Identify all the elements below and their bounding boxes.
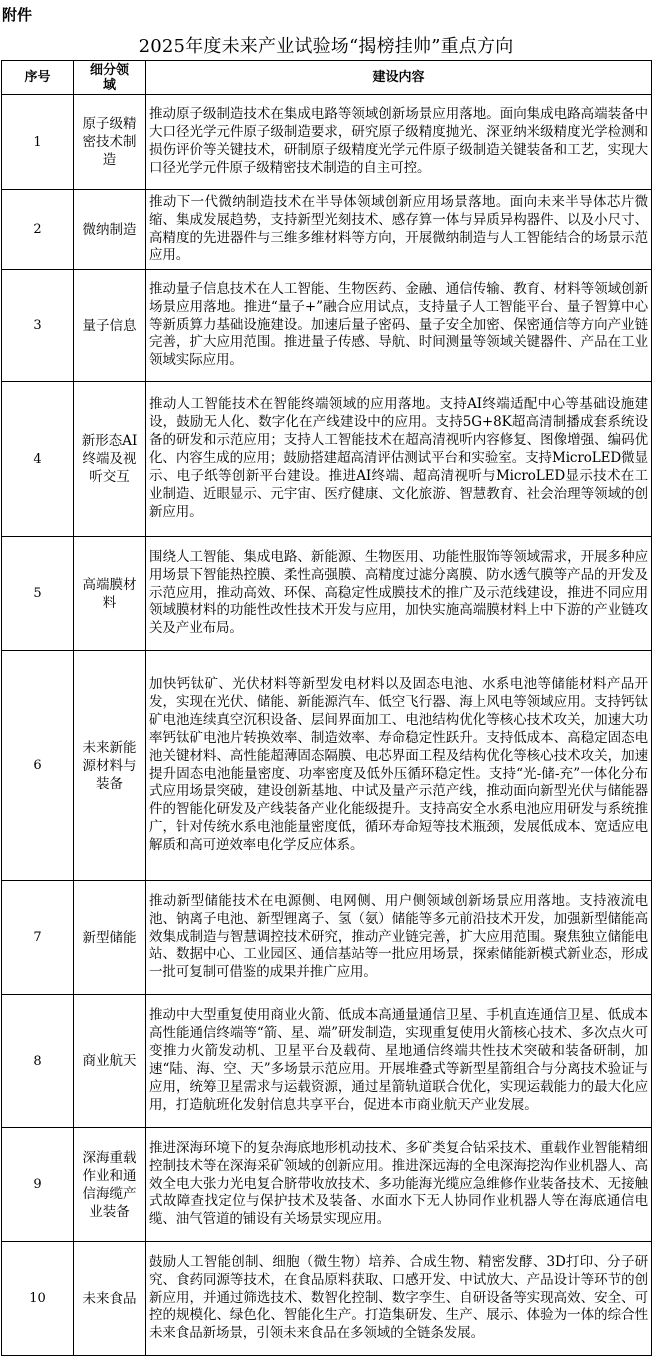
document-title: 2025年度未来产业试验场“揭榜挂帅”重点方向 (138, 36, 514, 57)
row-field: 未来食品 (74, 1242, 146, 1356)
table-row (2, 1128, 652, 1242)
row-content: 推动人工智能技术在智能终端领域的应用落地。支持AI终端适配中心等基础设施建设，鼓励无人化、数字化在产线建设中的应用。支持5G+8K超高清制播成套系统设备的研发和示范应用；支持人工智能技术在超高清视听内容修复、图像增强、编码优化、内容生成的应用；鼓励搭建超高清评估测试平台和实验室。支持MicroLED微显示、电子纸等创新平台建设。推进AI终端、超高清视听与MicroLED显示技术在工业制造、近眼显示、元宇宙、医疗健康、文化旅游、智慧教育、社会治理等领域的创新应用。 (146, 382, 652, 537)
table-row (2, 995, 652, 1128)
table-row (2, 270, 652, 382)
table-row (2, 537, 652, 651)
row-content: 围绕人工智能、集成电路、新能源、生物医用、功能性服饰等领域需求，开展多种应用场景下智能热控膜、柔性高强膜、高精度过滤分离膜、防水透气膜等产品的开发及示范应用，推动高效、环保、高稳定性成膜技术的推广及示范线建设，推进不同应用领域膜材料的功能性改性技术开发与应用，加快实施高端膜材料上中下游的产业链攻关及产业布局。 (146, 537, 652, 651)
table-row (2, 95, 652, 190)
table-row (2, 651, 652, 881)
row-content: 推动下一代微纳制造技术在半导体领域创新应用场景落地。面向未来半导体芯片微缩、集成发展趋势，支持新型光刻技术、感存算一体与异质异构器件、以及小尺寸、高精度的先进器件与三维多维材料等方向，开展微纳制造与人工智能结合的场景示范应用。 (146, 190, 652, 270)
row-field: 新型储能 (74, 881, 146, 995)
row-field: 微纳制造 (74, 190, 146, 270)
row-field: 高端膜材料 (74, 537, 146, 651)
row-field: 原子级精密技术制造 (74, 95, 146, 190)
row-content: 推动中大型重复使用商业火箭、低成本高通量通信卫星、手机直连通信卫星、低成本高性能通信终端等“箭、星、端”研发制造，实现重复使用火箭核心技术、多次点火可变推力火箭发动机、卫星平台及载荷、星地通信终端共性技术突破和装备研制，加速“陆、海、空、天”多场景示范应用。开展堆叠式等新型星箭组合与分离技术验证与应用，统筹卫星需求与运载资源，通过星箭轨道联合优化，实现运载能力的最大化应用，打造航班化发射信息共享平台，促进本市商业航天产业发展。 (146, 995, 652, 1128)
row-number: 5 (2, 537, 74, 651)
table-row (2, 1242, 652, 1356)
row-number: 3 (2, 270, 74, 382)
row-content: 推动原子级制造技术在集成电路等领域创新场景应用落地。面向集成电路高端装备中大口径光学元件原子级制造要求，研究原子级精度抛光、深亚纳米级精度光学检测和损伤评价等关键技术，研制原子级精度光学元件原子级制造关键装备和工艺，实现大口径光学元件原子级精密技术制造的自主可控。 (146, 95, 652, 190)
table-row (2, 881, 652, 995)
row-number: 2 (2, 190, 74, 270)
table-row (2, 382, 652, 537)
row-content: 加快钙钛矿、光伏材料等新型发电材料以及固态电池、水系电池等储能材料产品开发，实现在光伏、储能、新能源汽车、低空飞行器、海上风电等领域应用。支持钙钛矿电池连续真空沉积设备、层间界面加工、电池结构优化等核心技术攻关，加速大功率钙钛矿电池片转换效率、制造效率、寿命稳定性跃升。支持低成本、高稳定固态电池关键材料、高性能超薄固态隔膜、电芯界面工程及结构优化等核心技术攻关，加速提升固态电池能量密度、功率密度及低外压循环稳定性。支持“光-储-充”一体化分布式应用场景突破，建设创新基地、中试及量产示范产线，推动面向新型光伏与储能器件的智能化研发及产线装备产业化能级提升。支持高安全水系电池应用研发与系统推广，针对传统水系电池能量密度低，循环寿命短等技术瓶颈，发展低成本、宽适应电解质和高可逆效率电化学反应体系。 (146, 651, 652, 881)
row-number: 8 (2, 995, 74, 1128)
row-content: 鼓励人工智能创制、细胞（微生物）培养、合成生物、精密发酵、3D打印、分子研究、食药同源等技术，在食品原料获取、口感开发、中试放大、产品设计等环节的创新应用，并通过筛选技术、数智化控制、数字孪生、自研设备等实现高效、安全、可控的规模化、绿色化、智能化生产。打造集研发、生产、展示、体验为一体的综合性未来食品新场景，引领未来食品在多领域的全链条发展。 (146, 1242, 652, 1356)
row-number: 1 (2, 95, 74, 190)
row-field: 商业航天 (74, 995, 146, 1128)
row-number: 9 (2, 1128, 74, 1242)
row-field: 未来新能源材料与装备 (74, 651, 146, 881)
row-number: 4 (2, 382, 74, 537)
table-header-row (2, 61, 652, 95)
row-number: 10 (2, 1242, 74, 1356)
row-field: 深海重载作业和通信海缆产业装备 (74, 1128, 146, 1242)
table-row (2, 190, 652, 270)
column-header-content: 建设内容 (146, 61, 652, 95)
row-number: 6 (2, 651, 74, 881)
row-field: 量子信息 (74, 270, 146, 382)
attachment-label: 附件 (2, 6, 33, 24)
row-content: 推动新型储能技术在电源侧、电网侧、用户侧领域创新场景应用落地。支持液流电池、钠离子电池、新型锂离子、氢（氨）储能等多元前沿技术开发，加强新型储能高效集成制造与智慧调控技术研究，推动产业链完善，扩大应用范围。聚焦独立储能电站、数据中心、工业园区、通信基站等一批应用场景，探索储能新模式新业态，形成一批可复制可借鉴的成果并推广应用。 (146, 881, 652, 995)
row-content: 推进深海环境下的复杂海底地形机动技术、多矿类复合钻采技术、重载作业智能精细控制技术等在深海采矿领域的创新应用。推进深远海的全电深海挖沟作业机器人、高效全电大张力光电复合脐带收放技术、多功能海光缆应急维修作业装备技术、无接触式故障查找定位与保护技术及装备、水面水下无人协同作业机器人等在海底通信电缆、油气管道的铺设有关场景实现应用。 (146, 1128, 652, 1242)
row-content: 推动量子信息技术在人工智能、生物医药、金融、通信传输、教育、材料等领域创新场景应用落地。推进“量子+”融合应用试点，支持量子人工智能平台、量子智算中心等新质算力基础设施建设。加速后量子密码、量子安全加密、保密通信等方向产业链完善，扩大应用范围。推进量子传感、导航、时间测量等领域关键器件、产品在工业领域实际应用。 (146, 270, 652, 382)
column-header-field: 细分领域 (74, 61, 146, 95)
row-number: 7 (2, 881, 74, 995)
directions-table (1, 60, 652, 1356)
column-header-number: 序号 (2, 61, 74, 95)
row-field: 新形态AI终端及视听交互 (74, 382, 146, 537)
